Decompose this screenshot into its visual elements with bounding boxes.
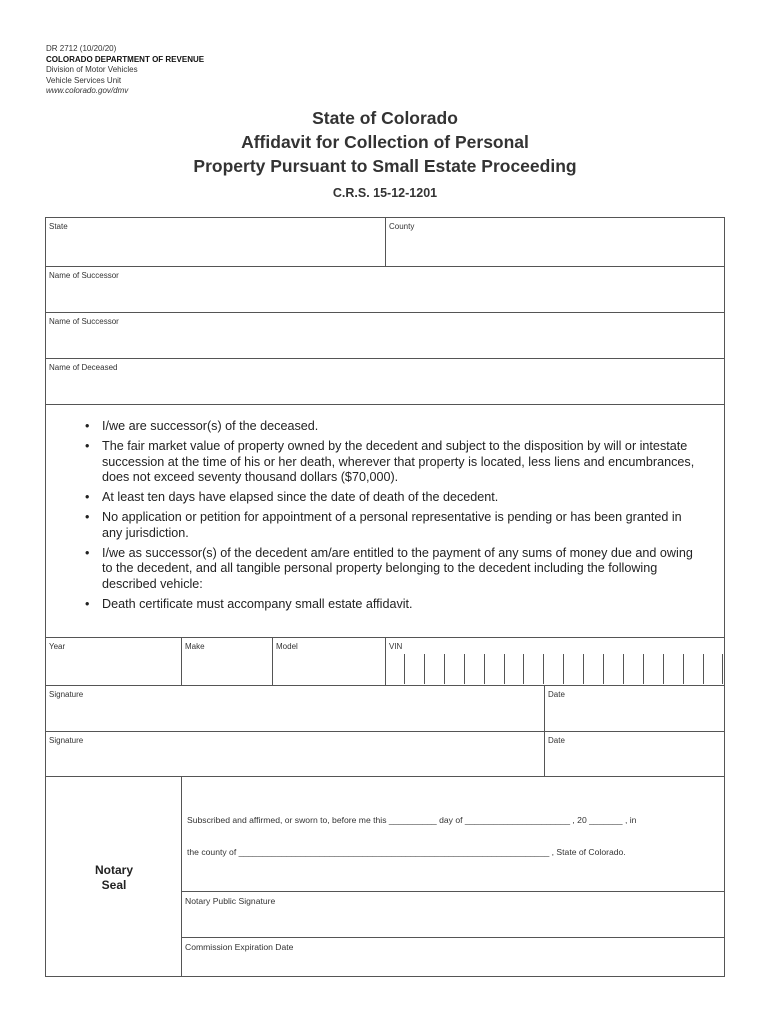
county-field[interactable] xyxy=(386,218,724,267)
affidavit-form xyxy=(45,217,725,977)
division-name: Division of Motor Vehicles xyxy=(46,65,138,74)
vin-box-divider xyxy=(404,654,405,684)
notary-seal-line-2: Seal xyxy=(101,878,127,892)
successor-name-field-2[interactable] xyxy=(46,313,724,359)
vin-box-divider xyxy=(663,654,664,684)
unit-name: Vehicle Services Unit xyxy=(46,75,122,85)
notary-sworn-text[interactable]: Subscribed and affirmed, or sworn to, before me this __________ day of ______________________ , 20 _______ , in xyxy=(187,815,637,825)
vehicle-make-field[interactable] xyxy=(182,637,273,686)
state-label: State xyxy=(49,222,68,231)
title-line-2: Affidavit for Collection of Personal xyxy=(241,132,529,152)
vin-box-divider xyxy=(444,654,445,684)
signature-label-2: Signature xyxy=(49,736,84,745)
vin-box-divider xyxy=(703,654,704,684)
vin-box-divider xyxy=(464,654,465,684)
notary-attestation xyxy=(182,777,724,892)
vin-box-divider xyxy=(603,654,604,684)
vin-box-divider xyxy=(722,654,723,684)
statement-item: • I/we as successor(s) of the decedent am/are entitled to the payment of any sums of money due and owing to the decedent, and all tangible personal property belonging to the decedent including the following described vehicle: xyxy=(85,546,696,593)
successor-label-1: Name of Successor xyxy=(49,271,119,280)
signature-field-2[interactable] xyxy=(46,732,545,777)
title-line-3: Property Pursuant to Small Estate Proceeding xyxy=(193,156,577,176)
vin-box-divider xyxy=(504,654,505,684)
statute-reference: C.R.S. 15-12-1201 xyxy=(332,186,438,200)
vin-box-divider xyxy=(563,654,564,684)
successor-label-2: Name of Successor xyxy=(49,317,119,326)
department-name: COLORADO DEPARTMENT OF REVENUE xyxy=(46,54,205,64)
signature-label-1: Signature xyxy=(49,690,84,699)
title-line-1: State of Colorado xyxy=(312,108,458,128)
county-label: County xyxy=(389,222,415,231)
deceased-name-field[interactable] xyxy=(46,359,724,405)
document-title xyxy=(0,106,770,178)
vin-box-divider xyxy=(543,654,544,684)
vin-box-divider xyxy=(683,654,684,684)
statement-item: • I/we are successor(s) of the deceased. xyxy=(85,419,696,435)
vehicle-model-field[interactable] xyxy=(273,637,386,686)
vin-box-divider xyxy=(523,654,524,684)
form-header xyxy=(46,44,204,97)
statement-item: • No application or petition for appointment of a personal representative is pending or has been granted in any jurisdiction. xyxy=(85,510,696,541)
deceased-label: Name of Deceased xyxy=(49,363,118,372)
statement-item: • At least ten days have elapsed since the date of death of the decedent. xyxy=(85,490,696,506)
vin-box-divider xyxy=(643,654,644,684)
commission-expiration-field[interactable] xyxy=(182,938,724,976)
notary-seal-box xyxy=(46,777,182,976)
statement-item: • Death certificate must accompany small estate affidavit. xyxy=(85,597,696,613)
notary-seal-label xyxy=(46,863,182,893)
website-link[interactable]: www.colorado.gov/dmv xyxy=(46,86,129,95)
notary-signature-label: Notary Public Signature xyxy=(185,896,276,906)
vehicle-year-field[interactable] xyxy=(46,637,182,686)
date-label-2: Date xyxy=(548,736,565,745)
signature-field-1[interactable] xyxy=(46,686,545,732)
vin-box-divider xyxy=(583,654,584,684)
notary-signature-field[interactable] xyxy=(182,892,724,938)
vin-label: VIN xyxy=(389,642,403,651)
affidavit-statements xyxy=(46,407,726,638)
vin-box-divider xyxy=(424,654,425,684)
date-label-1: Date xyxy=(548,690,565,699)
state-field[interactable] xyxy=(46,218,386,267)
commission-expiration-label: Commission Expiration Date xyxy=(185,942,294,952)
successor-name-field-1[interactable] xyxy=(46,267,724,313)
make-label: Make xyxy=(185,642,205,651)
notary-seal-line-1: Notary xyxy=(94,863,133,877)
statement-item: • The fair market value of property owned by the decedent and subject to the disposition by will or intestate succession at the time of his or her death, wherever that property is located, less liens and encumbrances, does not exceed seventy thousand dollars ($70,000). xyxy=(85,439,696,486)
date-field-1[interactable] xyxy=(545,686,724,732)
notary-county-text[interactable]: the county of _________________________________________________________________ , State of Colorado. xyxy=(187,847,626,857)
vehicle-vin-field[interactable] xyxy=(386,637,724,686)
year-label: Year xyxy=(49,642,66,651)
form-number: DR 2712 (10/20/20) xyxy=(46,44,117,53)
date-field-2[interactable] xyxy=(545,732,724,777)
vin-box-divider xyxy=(623,654,624,684)
model-label: Model xyxy=(276,642,298,651)
vin-box-divider xyxy=(484,654,485,684)
